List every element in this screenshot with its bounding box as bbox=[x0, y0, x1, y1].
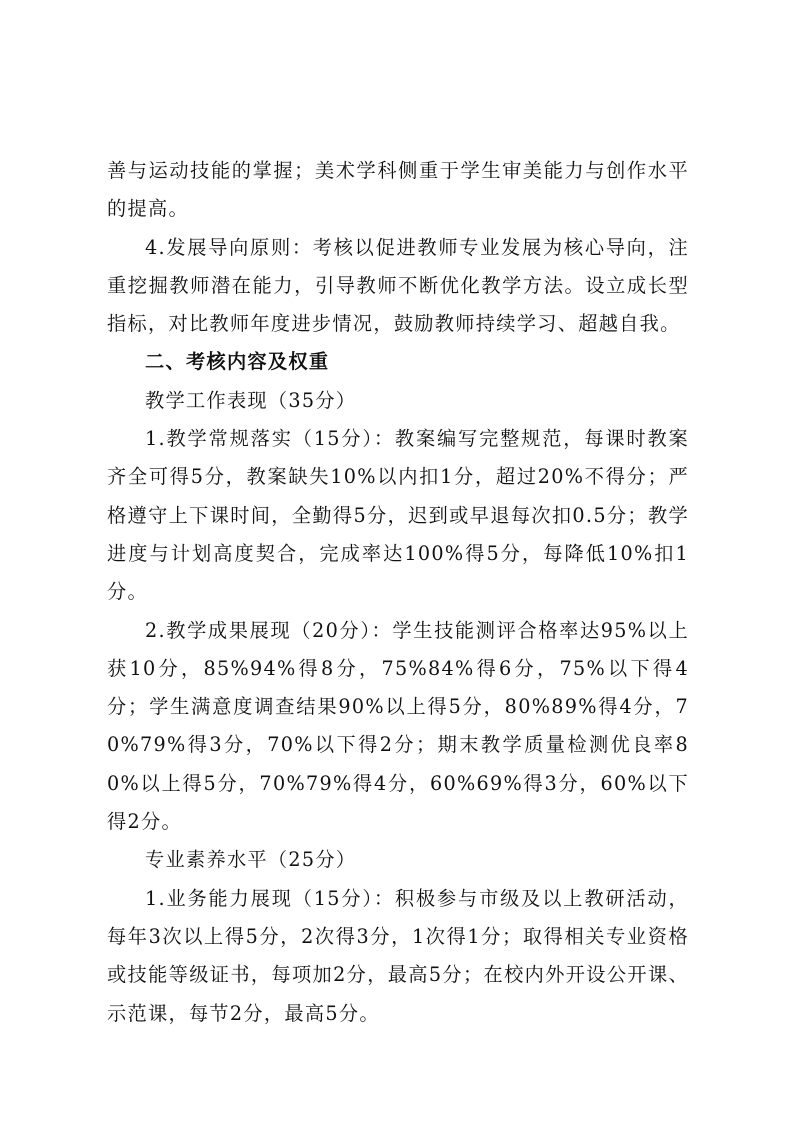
paragraph-teaching-routine: 1.教学常规落实（15分）：教案编写完整规范，每课时教案齐全可得5分，教案缺失10%以内扣1分，超过20%不得分；严格遵守上下课时间，全勤得5分，迟到或早退每次扣0.5分；教学进度与计划高度契合，完成率达100%得5分，每降低10%扣1分。 bbox=[107, 427, 689, 604]
document-body bbox=[107, 152, 689, 1033]
section-heading-assessment-content: 二、考核内容及权重 bbox=[145, 350, 330, 374]
subheading-professional-quality: 专业素养水平（25分） bbox=[145, 848, 357, 872]
paragraph-continuation: 善与运动技能的掌握；美术学科侧重于学生审美能力与创作水平的提高。 bbox=[107, 159, 689, 221]
paragraph-business-ability: 1.业务能力展现（15分）：积极参与市级及以上教研活动，每年3次以上得5分，2次得3分，1次得1分；取得相关专业资格或技能等级证书，每项加2分，最高5分；在校内外开设公开课、示范课，每节2分，最高5分。 bbox=[107, 886, 689, 1025]
paragraph-principle-4: 4.发展导向原则：考核以促进教师专业发展为核心导向，注重挖掘教师潜在能力，引导教师不断优化教学方法。设立成长型指标，对比教师年度进步情况，鼓励教师持续学习、超越自我。 bbox=[107, 235, 689, 336]
subheading-teaching-work: 教学工作表现（35分） bbox=[145, 388, 357, 412]
paragraph-teaching-results: 2.教学成果展现（20分）：学生技能测评合格率达95%以上获10分，85%94%得8分，75%84%得6分，75%以下得4分；学生满意度调查结果90%以上得5分，80%89%得4分，70%79%得3分，70%以下得2分；期末教学质量检测优良率80%以上得5分，70%79%得4分，60%69%得3分，60%以下得2分。 bbox=[107, 618, 689, 834]
